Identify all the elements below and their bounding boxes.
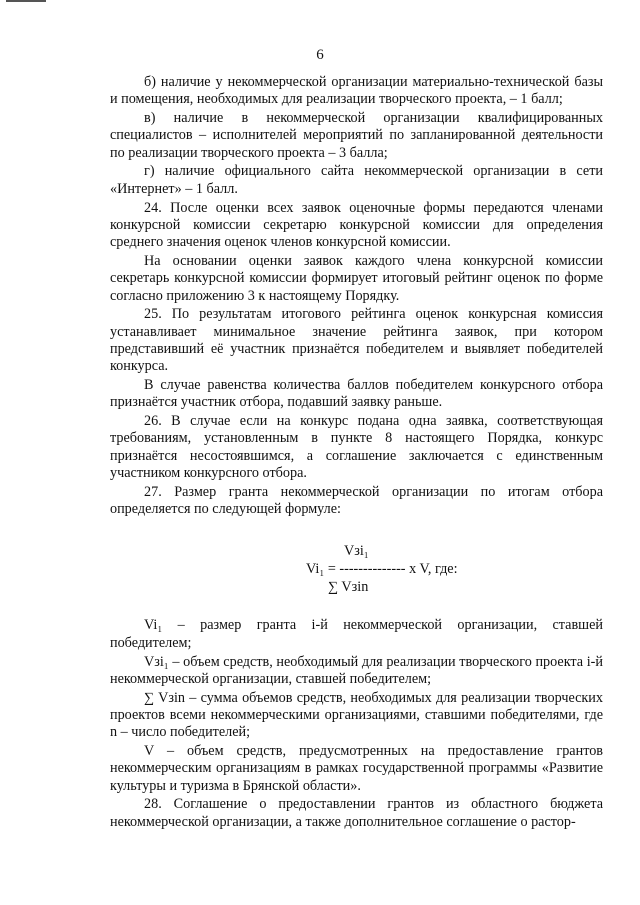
definition-v: V – объем средств, предусмотренных на предоставление грантов некоммерческим организациям в рамках государственной программы «Развитие культуры и туризма в Брянской области». <box>110 743 603 794</box>
definition-sum-vzin: ∑ Vзin – сумма объемов средств, необходимых для реализации творческих проектов всеми некоммерческими организациями, ставшими победителями, где n – число победителей; <box>110 689 603 741</box>
paragraph-25-tie: В случае равенства количества баллов победителем конкурсного отбора признаётся участник отбора, подавший заявку раньше. <box>110 377 603 411</box>
formula-numerator: Vзi₁ <box>344 543 369 560</box>
document-body <box>110 74 603 832</box>
paragraph-v: в) наличие в некоммерческой организации квалифицированных специалистов – исполнителей мероприятий по запланированной деятельности по реализации творческого проекта – 3 балла; <box>110 110 603 161</box>
paragraph-27: 27. Размер гранта некоммерческой организации по итогам отбора определяется по следующей формуле: <box>110 483 603 518</box>
scan-mark <box>6 0 46 2</box>
paragraph-24-rating: На основании оценки заявок каждого члена конкурсной комиссии секретарь конкурсной комиссии формирует итоговый рейтинг оценок по форме согласно приложению 3 к настоящему Порядку. <box>110 252 603 304</box>
definition-vi: Vi₁ – размер гранта i-й некоммерческой организации, ставшей победителем; <box>110 617 603 651</box>
paragraph-b: б) наличие у некоммерческой организации материально-технической базы и помещения, необходимых для реализации творческого проекта, – 1 балл; <box>110 74 603 108</box>
definition-vzi: Vзi₁ – объем средств, необходимый для реализации творческого проекта i-й некоммерческой организации, ставшей победителем; <box>110 653 603 687</box>
paragraph-25: 25. По результатам итогового рейтинга оценок конкурсная комиссия устанавливает минимальное значение рейтинга заявок, при котором представивший её участник признаётся победителем и выявляет победителей конкурса. <box>110 306 603 375</box>
grant-formula <box>110 527 603 607</box>
paragraph-28: 28. Соглашение о предоставлении грантов из областного бюджета некоммерческой организации, а также дополнительное соглашение о растор- <box>110 796 603 830</box>
formula-denominator: ∑ Vзin <box>328 579 369 596</box>
paragraph-26: 26. В случае если на конкурс подана одна заявка, соответствующая требованиям, установленным в пункте 8 настоящего Порядка, конкурс признаётся несостоявшимся, а соглашение заключается с единственным участником конкурсного отбора. <box>110 413 603 482</box>
formula-main-line: Vi₁ = -------------- x V, где: <box>306 561 458 578</box>
paragraph-24: 24. После оценки всех заявок оценочные формы передаются членами конкурсной комиссии секретарю конкурсной комиссии для определения среднего значения оценок членов конкурсной комиссии. <box>110 199 603 251</box>
page-number: 6 <box>316 47 324 63</box>
paragraph-g: г) наличие официального сайта некоммерческой организации в сети «Интернет» – 1 балл. <box>110 163 603 197</box>
